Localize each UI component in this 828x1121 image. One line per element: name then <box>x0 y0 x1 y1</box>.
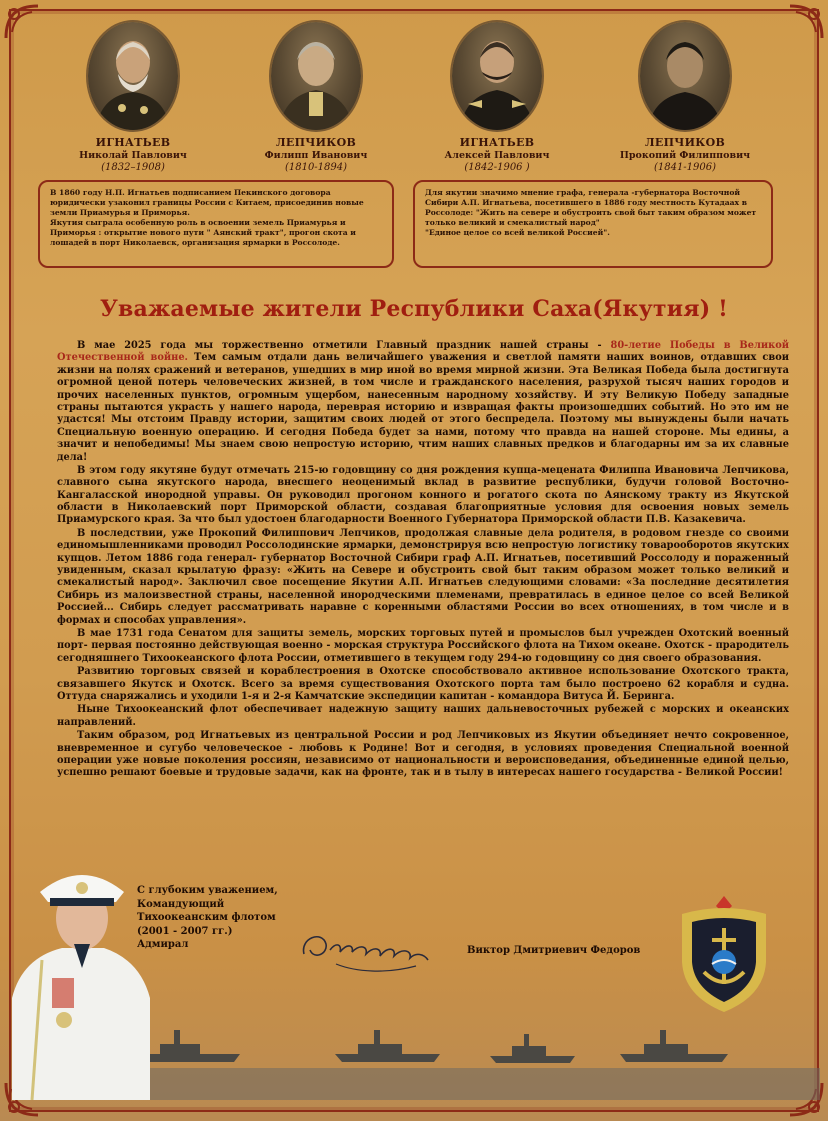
info-text: В 1860 году Н.П. Игнатьев подписанием Пекинского договора юридически узаконил границы России с Китаем, присоединив новые земли Приамурья и Приморья. <box>50 188 364 218</box>
portrait-years: (1842-1906 ) <box>464 161 530 173</box>
letter-body <box>57 340 789 781</box>
info-box-right <box>413 180 773 268</box>
info-text: "Единое целое со всей великой Россией". <box>425 228 610 238</box>
signer-name: Виктор Дмитриевич Федоров <box>467 945 641 956</box>
portrait-surname: ЛЕПЧИКОВ <box>644 136 726 149</box>
portrait-years: (1832–1908) <box>101 161 165 173</box>
portrait-icon <box>452 22 542 130</box>
signoff-line: С глубоким уважением, <box>137 885 278 896</box>
body-paragraph: В этом году якутяне будут отмечать 215-ю годовщину со дня рождения купца-мецената Филиппа Ивановича Лепчикова, славного сына якутского народа, внесшего неоценимый вклад в развитие республики, будучи головой Восточно- Кангаласской инородной управы. Он руководил прогоном конного и рогатого скота по Аянскому тракту из Якутской области в Николаевский порт Приморской области, создавая благоприятные условия для освоения новых земель Приамурского края. За что был удостоен благодарности Военного Губернатора Приморской области П.В. Казакевича. <box>57 464 789 526</box>
portrait-given-name: Филипп Иванович <box>264 149 368 161</box>
body-paragraph: Развитию торговых связей и кораблестроения в Охотске способствовало активное использование Охотского тракта, связавшего Якутск и Охотск. Всего за время существования Охотского порта там было построено 62 корабля и судна. Оттуда снаряжались и уходили 1-я и 2-я Камчатские экспедиции капитан - командора Витуса Й. Беринга. <box>57 666 789 702</box>
body-paragraph <box>57 340 789 464</box>
portrait-surname: ИГНАТЬЕВ <box>459 136 535 149</box>
portrait-surname: ИГНАТЬЕВ <box>95 136 171 149</box>
signoff-line: Командующий <box>137 898 225 910</box>
admiral-photo <box>12 848 150 1100</box>
portrait-caption <box>53 136 213 174</box>
portrait-icon <box>88 22 178 130</box>
body-text: В мае 2025 года мы торжественно отметили Главный праздник нашей страны - <box>77 340 611 351</box>
corner-ornament-icon <box>786 2 826 42</box>
body-text: Тем самым отдали дань величайшего уважения и светлой памяти наших воинов, отдавших свои жизни на полях сражений и ветеранов, ушедших в мир иной во время мирной жизни. Эта Великая Победа была достигнута огромной ценой потерь человеческих жизней, в том числе и гражданского населения, разрухой тысяч наших городов и прочих населенных пунктов, огромным ущербом, нанесенным народному хозяйству. И эту Великую Победу западные страны пытаются украсть у нашего народа, переврая историю и извращая факты произошедших событий. Но это им не удастся! Мы отстоим Правду истории, защитим своих людей от этого беспредела. Поэтому мы вынуждены были начать Специальную военную операцию. И сегодня Победа будет за нами, потому что правда на нашей стороне. Мы едины, а значит и непобедимы! Мы знаем свою непростую историю, чтим наших славных предков и благодарны им за их славные дела! <box>57 352 789 463</box>
pacific-fleet-emblem-icon <box>672 892 776 1016</box>
portrait-icon <box>640 22 730 130</box>
body-paragraph: В последствии, уже Прокопий Филиппович Лепчиков, продолжая славные дела родителя, в родовом гнезде со своими единомышленниками проводил Россолодинские ярмарки, демонстрируя всю непростую логистику товарооборотов якутских купцов. Летом 1886 года генерал- губернатор Восточной Сибири граф А.П. Игнатьев, посетивший Россолоду и пораженный увиденным, сказал крылатую фразу: «Жить на Севере и обустроить свой быт таким образом может только великий и смекалистый народ». Заключил свое посещение Якутии А.П. Игнатьев следующими словами: «За последние десятилетия Сибирь из малоизвестной страны, населенной инородческими племенами, превратилась в единое целое со всей Великой Россией... Сибирь следует рассматривать наравне с коренными областями России во всех отношениях, в том числе и в формах и способах управления». <box>57 527 789 626</box>
portrait-caption <box>605 136 765 174</box>
portrait-given-name: Прокопий Филиппович <box>619 149 751 161</box>
body-paragraph: Ныне Тихоокеанский флот обеспечивает надежную защиту наших дальневосточных рубежей с морских и океанских направлений. <box>57 704 789 728</box>
info-text: Для якутии значимо мнение графа, генерала -губернатора Восточной Сибири А.П. Игнатьева, посетившего в 1886 году местность Кутадаах в Россолоде: "Жить на севере и обустроить свой быт таким образом может только великий и смекалистый народ" <box>425 188 757 228</box>
info-text: Якутия сыграла особенную роль в освоении земель Приамурья и Приморья : открытие нового пути " Аянский тракт", прогон скота и лошадей в порт Николаевск, организация ярмарки в Россолоде. <box>50 218 356 248</box>
portrait-given-name: Николай Павлович <box>79 149 187 161</box>
info-box-left <box>38 180 394 268</box>
portrait-icon <box>271 22 361 130</box>
portrait-years: (1841-1906) <box>653 161 717 173</box>
body-paragraph: Таким образом, род Игнатьевых из центральной России и род Лепчиковых из Якутии объединяет нечто сокровенное, вневременное и сугубо человеческое - любовь к Родине! Вот и сегодня, в условиях проведения Специальной военной операции уже новые поколения россиян, независимо от национальности и вероисповедания, объединенные единой целью, успешно решают боевые и трудовые задачи, как на фронте, так и в тылу в интересах нашего государства - Великой России! <box>57 730 789 779</box>
signoff-line: Адмирал <box>137 939 189 950</box>
corner-ornament-icon <box>2 2 42 42</box>
highlight-text: 80-летие Победы в Великой Отечественной войне. <box>57 340 789 364</box>
body-paragraph: В мае 1731 года Сенатом для защиты земель, морских торговых путей и промыслов был учрежден Охотский военный порт- первая постоянно действующая военно - морская структура Российского флота на Тихом океане. Охотск - прародитель сегодняшнего Тихоокеанского флота России, отметившего в текущем году 294-ю годовщину со дня своего образования. <box>57 627 789 664</box>
portrait-given-name: Алексей Павлович <box>444 149 550 161</box>
signoff-line: (2001 - 2007 гг.) <box>137 925 233 937</box>
portrait-caption <box>417 136 577 174</box>
signoff-line: Тихоокеанским флотом <box>137 912 276 923</box>
portrait-years: (1810-1894) <box>284 161 348 173</box>
signoff-block <box>137 884 278 952</box>
letter-headline: Уважаемые жители Республики Саха(Якутия) ! <box>99 296 729 322</box>
portrait-surname: ЛЕПЧИКОВ <box>275 136 357 149</box>
handwritten-signature <box>296 920 436 980</box>
portrait-caption <box>236 136 396 174</box>
